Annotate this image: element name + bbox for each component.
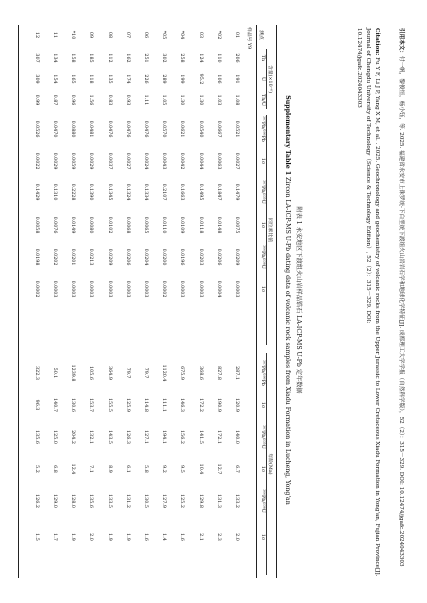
table-cell: 146.3 <box>179 398 185 412</box>
table-cell: 130.6 <box>70 398 76 412</box>
table-row-point: 09 <box>88 31 94 39</box>
header-age-group-label: 年龄(Ma) <box>267 453 272 475</box>
table-cell: 0.0003 <box>234 280 239 298</box>
table-cell: 1.30 <box>179 94 185 106</box>
table-cell: 0.1495 <box>197 183 203 201</box>
table-title-cn: 附表 1 永安地区下渡组火山岩样品锆石 LA-ICP-MS U-Pb 定年数据 <box>295 206 302 394</box>
table-cell: 0.0206 <box>124 248 130 266</box>
table-cell: 112 <box>106 53 112 63</box>
table-cell: 0.1429 <box>33 183 39 201</box>
table-cell: 0.0476 <box>124 120 130 138</box>
table-cell: 8.9 <box>106 465 112 473</box>
header-col: 1σ <box>260 533 265 541</box>
table-cell: 124 <box>197 53 203 63</box>
table-top-rule <box>276 25 277 578</box>
table-cell: 9.5 <box>179 465 185 473</box>
header-col: 1σ <box>260 465 265 473</box>
table-cell: 0.1479 <box>234 183 239 201</box>
header-col: ²⁰⁷Pb/²⁰⁶Pb <box>260 116 265 142</box>
citation-cn-text: 付一帆，黎俊恒，杨小钰，等. 2025. 福建省永安市上侏罗统-下白垩统下渡组火山岩岩石学和地球化学特征[J]. 成都理工大学学报（自然科学版），52（2）：315－329. DOI: 10.12474/jgafc.2024043303 <box>398 55 404 567</box>
header-age-group <box>267 353 274 575</box>
table-cell: 0.0209 <box>234 248 239 266</box>
table-cell: 0.0213 <box>88 248 94 266</box>
header-col: ²⁰⁷Pb/²⁰⁶Pb <box>260 360 265 386</box>
table-cell: 133.5 <box>106 494 112 508</box>
table-cell: 0.0076 <box>52 216 57 234</box>
table-cell: 0.0003 <box>70 280 76 298</box>
table-cell: 1.11 <box>143 94 148 106</box>
table-cell: 79.7 <box>124 367 130 379</box>
table-cell: 0.0202 <box>52 248 57 266</box>
table-cell: 131.2 <box>124 494 130 508</box>
table-cell: 0.0198 <box>33 248 39 266</box>
table-cell: 135 <box>106 74 112 84</box>
table-cell: 2.1 <box>197 533 203 541</box>
table-cell: 127.9 <box>161 494 167 508</box>
header-ratio-group <box>267 115 274 345</box>
table-cell: 126.3 <box>124 430 130 444</box>
table-row-point: *02 <box>215 30 221 40</box>
table-cell: 0.0004 <box>215 280 221 298</box>
table-cell: 0.0621 <box>179 120 185 138</box>
table-cell: 133.2 <box>234 494 239 508</box>
header-col: Th/U <box>260 94 265 106</box>
table-cell: 6.8 <box>52 465 57 473</box>
table-cell: 7.1 <box>88 465 94 473</box>
table-cell: 0.1334 <box>143 183 148 201</box>
table-cell: 0.0540 <box>197 120 203 138</box>
table-cell: 194.1 <box>161 430 167 444</box>
header-content-group <box>267 49 274 109</box>
header-ratio-group-label: 同位素比值 <box>267 218 272 242</box>
table-cell: 0.0476 <box>106 120 112 138</box>
table-cell: 1.56 <box>88 94 94 106</box>
table-row-point: 03 <box>197 31 203 39</box>
table-cell: 1.30 <box>197 94 203 106</box>
table-cell: 125.2 <box>179 494 185 508</box>
table-title-en <box>282 40 293 560</box>
table-cell: 0.0196 <box>179 248 185 266</box>
table-cell: 1.4 <box>161 533 167 541</box>
table-title <box>282 40 304 560</box>
table-cell: 0.1847 <box>215 183 221 201</box>
table-cell: 0.0570 <box>161 120 167 138</box>
header-col: 1σ <box>260 157 265 165</box>
table-cell: 172.1 <box>215 430 221 444</box>
table-cell: 0.0201 <box>70 248 76 266</box>
table-cell: 174 <box>124 74 130 84</box>
table-cell: 0.0044 <box>197 152 203 170</box>
table-cell: 0.0003 <box>197 280 203 298</box>
table-cell: 1.03 <box>215 94 221 106</box>
table-cell: 126.2 <box>33 494 39 508</box>
table-cell: 0.0003 <box>88 280 94 298</box>
table-cell: 0.0203 <box>197 248 203 266</box>
table-cell: 0.0204 <box>143 248 148 266</box>
header-point: 测点 <box>258 30 263 40</box>
table-cell: 125.0 <box>52 430 57 444</box>
table-cell: 0.0029 <box>88 152 94 170</box>
header-col: 1σ <box>260 285 265 293</box>
table-title-en-text: Zircon LA-ICP-MS U-Pb dating data of volcanic rock samples from Xiadu Formation in Lucheng, Yong'an <box>284 175 291 505</box>
table-cell: 0.0476 <box>143 120 148 138</box>
table-cell: 2.3 <box>215 533 221 541</box>
table-cell: 0.0075 <box>234 216 239 234</box>
table-cell: 251 <box>143 53 148 63</box>
table-cell: 0.0470 <box>52 120 57 138</box>
table-cell: 302 <box>161 53 167 63</box>
table-cell: 0.0058 <box>33 216 39 234</box>
table-cell: 0.0063 <box>215 152 221 170</box>
table-cell: 154 <box>52 74 57 84</box>
table-cell: 2.0 <box>88 533 94 541</box>
table-cell: 0.0065 <box>143 216 148 234</box>
table-cell: 135.6 <box>88 494 94 508</box>
table-cell: 129.8 <box>197 494 203 508</box>
table-cell: 132.1 <box>88 430 94 444</box>
table-cell: 129.0 <box>52 494 57 508</box>
table-cell: 1.05 <box>161 94 167 106</box>
table-cell: 120.9 <box>234 398 239 412</box>
table-cell: 155.5 <box>106 398 112 412</box>
table-cell: 96.3 <box>33 399 39 411</box>
table-cell: 0.0029 <box>52 152 57 170</box>
table-cell: 1.5 <box>33 533 39 541</box>
header-col: 1σ <box>260 401 265 409</box>
citation-cn <box>396 28 405 580</box>
table-cell: 158 <box>70 53 76 63</box>
table-cell: 191 <box>234 74 239 84</box>
table-cell: 0.1390 <box>88 183 94 201</box>
table-cell: 322.3 <box>33 366 39 380</box>
table-cell: 0.1310 <box>52 183 57 201</box>
table-cell: 0.0209 <box>106 248 112 266</box>
table-cell: 1120.4 <box>161 364 167 382</box>
table-cell: 226 <box>143 74 148 84</box>
table-cell: 0.0118 <box>197 216 203 234</box>
table-cell: 0.0003 <box>124 280 130 298</box>
citation-en-label: Citation: <box>374 28 380 56</box>
table-cell: 12.7 <box>215 463 221 475</box>
table-cell: 0.0037 <box>106 152 112 170</box>
table-cell: 199 <box>179 74 185 84</box>
table-cell: 105.6 <box>88 366 94 380</box>
table-row-point: 11 <box>52 31 57 39</box>
table-row-point: 08 <box>106 31 112 39</box>
table-cell: 0.0043 <box>161 152 167 170</box>
table-cell: 0.0149 <box>70 216 76 234</box>
table-cell: 0.0024 <box>143 152 148 170</box>
table-cell: 0.93 <box>124 94 130 106</box>
sample-label: 样品号 Y9 <box>246 27 251 50</box>
table-cell: 134 <box>52 53 57 63</box>
table-cell: 172.2 <box>197 398 203 412</box>
table-cell: 5.2 <box>33 465 39 473</box>
table-cell: 140.7 <box>52 398 57 412</box>
table-bottom-rule <box>18 25 19 578</box>
table-row-point: 12 <box>33 31 39 39</box>
table-header-rule <box>256 25 257 578</box>
table-cell: 143.5 <box>106 430 112 444</box>
table-cell: 0.0002 <box>161 280 167 298</box>
table-cell: 125.9 <box>124 398 130 412</box>
header-col: 1σ <box>260 221 265 229</box>
table-cell: 141.5 <box>197 430 203 444</box>
table-cell: 0.1345 <box>106 183 112 201</box>
table-cell: 0.0003 <box>106 280 112 298</box>
citation-cn-label: 引用本文： <box>398 28 404 56</box>
table-cell: 2.0 <box>234 533 239 541</box>
table-cell: 0.83 <box>106 94 112 106</box>
table-cell: 827.8 <box>215 366 221 380</box>
table-row-point: 07 <box>124 31 130 39</box>
table-cell: 289 <box>161 74 167 84</box>
table-cell: 0.0027 <box>124 152 130 170</box>
table-cell: 0.0003 <box>143 280 148 298</box>
table-cell: 1239.8 <box>70 364 76 382</box>
table-cell: 1.7 <box>52 533 57 541</box>
table-cell: 0.0068 <box>124 216 130 234</box>
table-cell: 0.0102 <box>106 216 112 234</box>
table-cell: 1.9 <box>124 533 130 541</box>
table-cell: 12.4 <box>70 463 76 475</box>
table-cell: 307 <box>33 53 39 63</box>
table-cell: 0.0109 <box>179 216 185 234</box>
table-cell: 1.08 <box>234 94 239 106</box>
table-cell: 0.0521 <box>234 120 239 138</box>
header-content-group-label: 含量(×10⁻⁶) <box>267 65 272 93</box>
table-cell: 0.1324 <box>124 183 130 201</box>
table-cell: 110 <box>215 53 221 63</box>
table-cell: 0.1663 <box>179 183 185 201</box>
table-cell: 1.9 <box>70 533 76 541</box>
table-cell: 10.4 <box>197 463 203 475</box>
table-cell: 127.1 <box>143 430 148 444</box>
table-cell: 156.2 <box>179 430 185 444</box>
table-cell: 0.0027 <box>234 152 239 170</box>
table-cell: 9.2 <box>161 465 167 473</box>
table-cell: 0.0003 <box>179 280 185 298</box>
table-cell: 1.6 <box>179 533 185 541</box>
table-cell: 0.0206 <box>215 248 221 266</box>
table-cell: 287.1 <box>234 366 239 380</box>
table-cell: 106 <box>215 74 221 84</box>
table-cell: 95.2 <box>197 73 203 85</box>
table-cell: 114.8 <box>143 398 148 412</box>
citation-en <box>354 28 381 580</box>
table-cell: 206 <box>234 53 239 63</box>
table-cell: 0.0880 <box>70 120 76 138</box>
header-col: Th <box>260 54 265 62</box>
table-cell: 204.2 <box>70 430 76 444</box>
table-cell: 111.1 <box>161 398 167 412</box>
table-cell: 0.99 <box>33 94 39 106</box>
table-cell: 131.3 <box>215 494 221 508</box>
citation-en-text: Fu Y F, Li J P, Yang X M, et al. . 2025. Geochronology and geochemistry of volcanic rocks from the Upper Jurassic to Lower Cretaceous Xiadu Formation in Yong'an, Fujian Province[J]. Journal of Chengdu University of Technology（Science & Technology Edition）, 52（2）：315－329. DOI: <box>365 28 380 577</box>
table-title-en-label: Supplementary Table 1 <box>284 95 291 176</box>
table-cell: 364.9 <box>106 366 112 380</box>
table-cell: 1.6 <box>143 533 148 541</box>
table-cell: 162 <box>124 53 130 63</box>
table-cell: 0.87 <box>52 94 57 106</box>
table-cell: 0.0002 <box>33 280 39 298</box>
table-cell: 0.0042 <box>179 152 185 170</box>
table-cell: 0.0059 <box>70 152 76 170</box>
table-cell: 0.0003 <box>52 280 57 298</box>
table-cell: 0.0481 <box>88 120 94 138</box>
table-cell: 0.0526 <box>33 120 39 138</box>
table-cell: 675.9 <box>179 366 185 380</box>
table-cell: 50.1 <box>52 367 57 379</box>
table-row-point: *04 <box>179 30 185 40</box>
table-cell: 0.0148 <box>215 216 221 234</box>
table-cell: 0.2107 <box>161 183 167 201</box>
table-cell: 1.9 <box>106 533 112 541</box>
table-cell: 5.8 <box>143 465 148 473</box>
table-cell: 140.0 <box>234 430 239 444</box>
table-cell: 185 <box>88 53 94 63</box>
header-col: ²⁰⁷Pb/²³⁵U <box>260 180 265 204</box>
table-cell: 165 <box>70 74 76 84</box>
table-cell: 153.7 <box>88 398 94 412</box>
table-cell: 130.5 <box>143 494 148 508</box>
table-cell: 79.7 <box>143 367 148 379</box>
table-cell: 128.0 <box>70 494 76 508</box>
table-row-point: 01 <box>234 31 239 39</box>
table-cell: 309 <box>33 74 39 84</box>
header-col: ²⁰⁷Pb/²³⁵U <box>260 425 265 449</box>
table-cell: 6.7 <box>234 465 239 473</box>
table-row-point: *10 <box>70 30 76 40</box>
header-col: ²⁰⁶Pb/²³⁸U <box>260 489 265 513</box>
table-row-point: 06 <box>143 31 148 39</box>
table-cell: 368.6 <box>197 366 203 380</box>
citation-en-doi: 10.12474/jgafc.2024043303 <box>356 28 362 108</box>
header-col: U <box>260 76 265 82</box>
table-cell: 135.6 <box>33 430 39 444</box>
table-cell: 258 <box>179 53 185 63</box>
table-cell: 0.0667 <box>215 120 221 138</box>
table-cell: 0.0022 <box>33 152 39 170</box>
table-cell: 0.2228 <box>70 183 76 201</box>
table-cell: 6.1 <box>124 465 130 473</box>
table-cell: 190.9 <box>215 398 221 412</box>
table-cell: 0.96 <box>70 94 76 106</box>
table-cell: 0.0200 <box>161 248 167 266</box>
table-row-point: *05 <box>161 30 167 40</box>
table-cell: 0.0080 <box>88 216 94 234</box>
table-cell: 118 <box>88 74 94 84</box>
header-col: ²⁰⁶Pb/²³⁸U <box>260 245 265 269</box>
table-cell: 0.0110 <box>161 216 167 234</box>
